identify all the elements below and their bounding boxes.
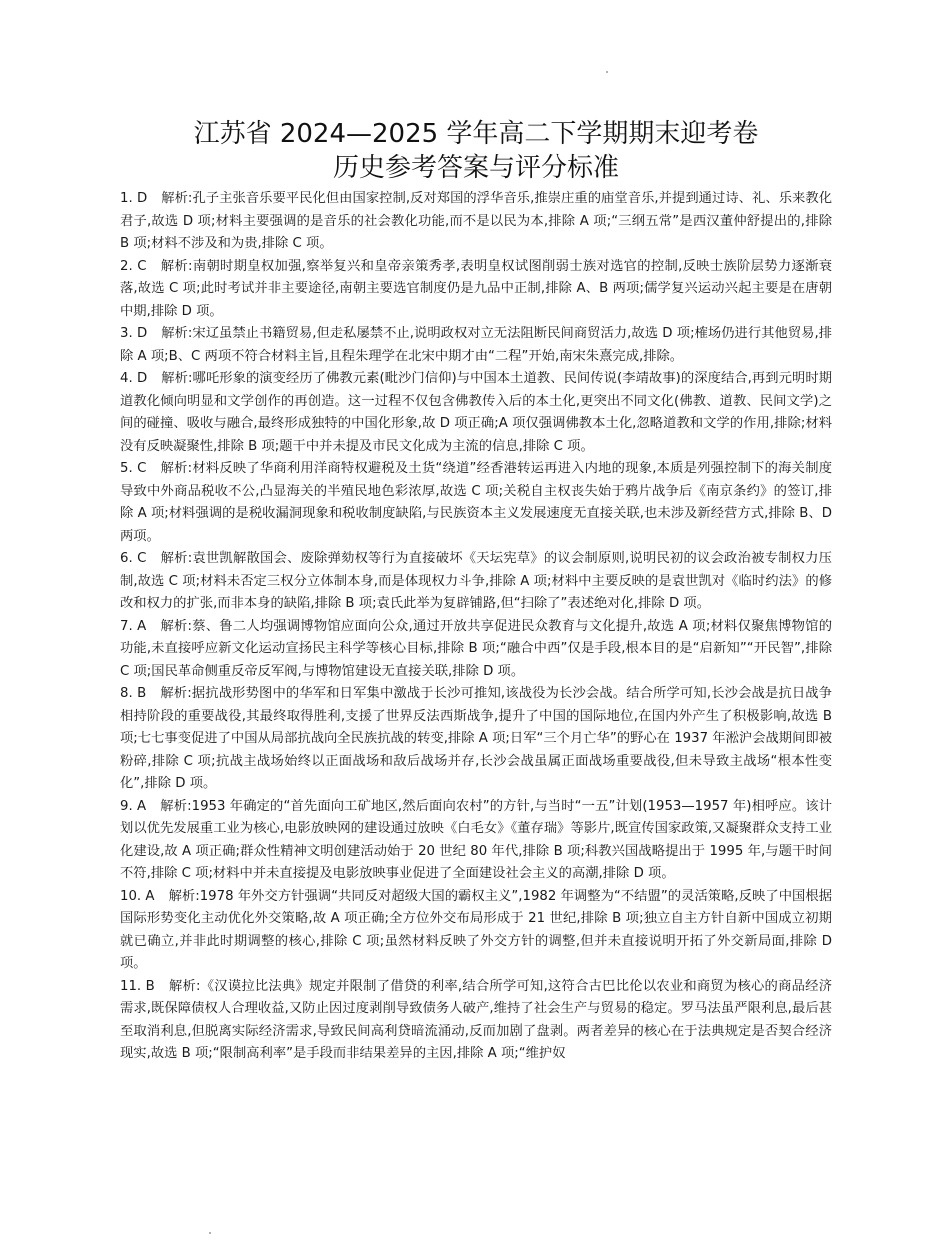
answer-item xyxy=(120,976,832,1066)
question-number: 7. xyxy=(120,618,133,634)
question-number: 6. xyxy=(120,551,133,566)
answer-letter: D xyxy=(136,371,148,386)
answer-item xyxy=(120,323,832,368)
scan-speck xyxy=(209,1232,211,1234)
question-number: 9. xyxy=(120,798,133,814)
explanation-text: 解析:蔡、鲁二人均强调博物馆应面向公众,通过开放共享促进民众教育与文化提升,故选 A 项;材料仅聚焦博物馆的功能,未直接呼应新文化运动宣扬民主科学等核心目标,排除 B 项;“融合中西”仅是手段,根本目的是“启新知”“开民智”,排除 C 项;国民革命侧重反帝反军阀,与博物馆建设无直接关联,排除 D 项。 xyxy=(120,618,832,679)
answer-item xyxy=(120,256,832,324)
question-number: 11. xyxy=(120,978,142,994)
answer-letter: D xyxy=(136,191,148,206)
answer-letter: C xyxy=(137,258,147,274)
question-number: 5. xyxy=(120,461,133,476)
answer-letter: B xyxy=(145,978,155,994)
answer-letter: A xyxy=(137,798,147,814)
answer-letter: C xyxy=(137,461,147,476)
explanation-text: 解析:南朝时期皇权加强,察举复兴和皇帝亲策秀孝,表明皇权试图削弱士族对选官的控制,反映士族阶层势力逐渐衰落,故选 C 项;此时考试并非主要途径,南朝主要选官制度仍是九品中正制,排除 A、B 两项;儒学复兴运动兴起主要是在唐朝中期,排除 D 项。 xyxy=(120,258,832,319)
answer-item xyxy=(120,683,832,796)
document-subtitle: 历史参考答案与评分标准 xyxy=(332,153,619,183)
explanation-text: 解析:1978 年外交方针强调“共同反对超级大国的霸权主义”,1982 年调整为“不结盟”的灵活策略,反映了中国根据国际形势变化主动优化外交策略,故 A 项正确;全方位外交布局形成于 21 世纪,排除 B 项;独立自主方针自新中国成立初期就已确立,并非此时期调整的核心,排除 C 项;虽然材料反映了外交方针的调整,但并未直接说明开拓了外交新局面,排除 D 项。 xyxy=(120,888,832,971)
answer-item xyxy=(120,886,832,976)
explanation-text: 解析:宋辽虽禁止书籍贸易,但走私屡禁不止,说明政权对立无法阻断民间商贸活力,故选 D 项;榷场仍进行其他贸易,排除 A 项;B、C 两项不符合材料主旨,且程朱理学在北宋中期才由“二程”开始,南宋朱熹完成,排除。 xyxy=(120,326,833,364)
answer-item xyxy=(120,796,832,886)
explanation-text: 解析:材料反映了华商利用洋商特权避税及土货“绕道”经香港转运再进入内地的现象,本质是列强控制下的海关制度导致中外商品税收不公,凸显海关的半殖民地色彩浓厚,故选 C 项;关税自主权丧失始于鸦片战争后《南京条约》的签订,排除 A 项;材料强调的是税收漏洞现象和税收制度缺陷,与民族资本主义发展速度无直接关联,也未涉及新经营方式,排除 B、D 两项。 xyxy=(120,461,832,544)
question-number: 3. xyxy=(120,326,133,341)
explanation-text: 解析:哪吒形象的演变经历了佛教元素(毗沙门信仰)与中国本土道教、民间传说(李靖故事)的深度结合,再到元明时期道教化倾向明显和文学创作的再创造。这一过程不仅包含佛教传入后的本土化,更突出不同文化(佛教、道教、民间文学)之间的碰撞、吸收与融合,最终形成独特的中国化形象,故 D 项正确;A 项仅强调佛教本土化,忽略道教和文学的作用,排除;材料没有反映凝聚性,排除 B 项;题干中并未提及市民文化成为主流的信息,排除 C 项。 xyxy=(120,371,832,454)
answer-letter: B xyxy=(137,686,147,701)
answer-item xyxy=(120,458,832,548)
explanation-text: 解析:袁世凯解散国会、废除弹劾权等行为直接破坏《天坛宪草》的议会制原则,说明民初的议会政治被专制权力压制,故选 C 项;材料未否定三权分立体制本身,而是体现权力斗争,排除 A 项;材料中主要反映的是袁世凯对《临时约法》的修改和权力的扩张,而非本身的缺陷,排除 B 项;袁氏此举为复辟铺路,但“扫除了”表述绝对化,排除 D 项。 xyxy=(120,551,832,611)
question-number: 4. xyxy=(120,371,133,386)
explanation-text: 解析:《汉谟拉比法典》规定并限制了借贷的利率,结合所学可知,这符合古巴比伦以农业和商贸为核心的商品经济需求,既保障债权人合理收益,又防止因过度剥削导致债务人破产,维持了社会生产与贸易的稳定。罗马法虽严限利息,最后甚至取消利息,但脱离实际经济需求,导致民间高利贷暗流涌动,反而加剧了盘剥。两者差异的核心在于法典规定是否契合经济现实,故选 B 项;“限制高利率”是手段而非结果差异的主因,排除 A 项;“维护奴 xyxy=(120,978,832,1061)
explanation-text: 解析:据抗战形势图中的华军和日军集中激战于长沙可推知,该战役为长沙会战。结合所学可知,长沙会战是抗日战争相持阶段的重要战役,其最终取得胜利,支援了世界反法西斯战争,提升了中国的国际地位,在国内外产生了积极影响,故选 B 项;七七事变促进了中国从局部抗战向全民族抗战的转变,排除 A 项;日军“三个月亡华”的野心在 1937 年淞沪会战期间即被粉碎,排除 C 项;抗战主战场始终以正面战场和敌后战场并存,长沙会战虽属正面战场重要战役,但未导致主战场“根本性变化”,排除 D 项。 xyxy=(120,686,832,791)
answer-letter: A xyxy=(137,618,147,634)
document-title: 江苏省 2024—2025 学年高二下学期期末迎考卷 xyxy=(193,119,759,149)
answer-list xyxy=(120,188,832,1066)
answer-letter: A xyxy=(145,888,155,904)
header xyxy=(120,0,832,185)
question-number: 10. xyxy=(120,888,142,904)
question-number: 8. xyxy=(120,686,133,701)
answer-letter: C xyxy=(137,551,147,566)
answer-item xyxy=(120,616,832,684)
question-number: 1. xyxy=(120,191,133,206)
question-number: 2. xyxy=(120,258,133,274)
answer-item xyxy=(120,188,832,256)
answer-item xyxy=(120,548,832,616)
explanation-text: 解析:孔子主张音乐要平民化但由国家控制,反对郑国的浮华音乐,推崇庄重的庙堂音乐,并提到通过诗、礼、乐来教化君子,故选 D 项;材料主要强调的是音乐的社会教化功能,而不是以民为本,排除 A 项;“三纲五常”是西汉董仲舒提出的,排除 B 项;材料不涉及和为贵,排除 C 项。 xyxy=(120,191,832,251)
answer-letter: D xyxy=(136,326,148,341)
scan-speck xyxy=(606,71,608,73)
explanation-text: 解析:1953 年确定的“首先面向工矿地区,然后面向农村”的方针,与当时“一五”计划(1953—1957 年)相呼应。该计划以优先发展重工业为核心,电影放映网的建设通过放映《白毛女》《董存瑞》等影片,既宣传国家政策,又凝聚群众支持工业化建设,故 A 项正确;群众性精神文明创建活动始于 20 世纪 80 年代,排除 B 项;科教兴国战略提出于 1995 年,与题干时间不符,排除 C 项;材料中并未直接提及电影放映事业促进了全面建设社会主义的高潮,排除 D 项。 xyxy=(120,798,832,881)
answer-item xyxy=(120,368,832,458)
